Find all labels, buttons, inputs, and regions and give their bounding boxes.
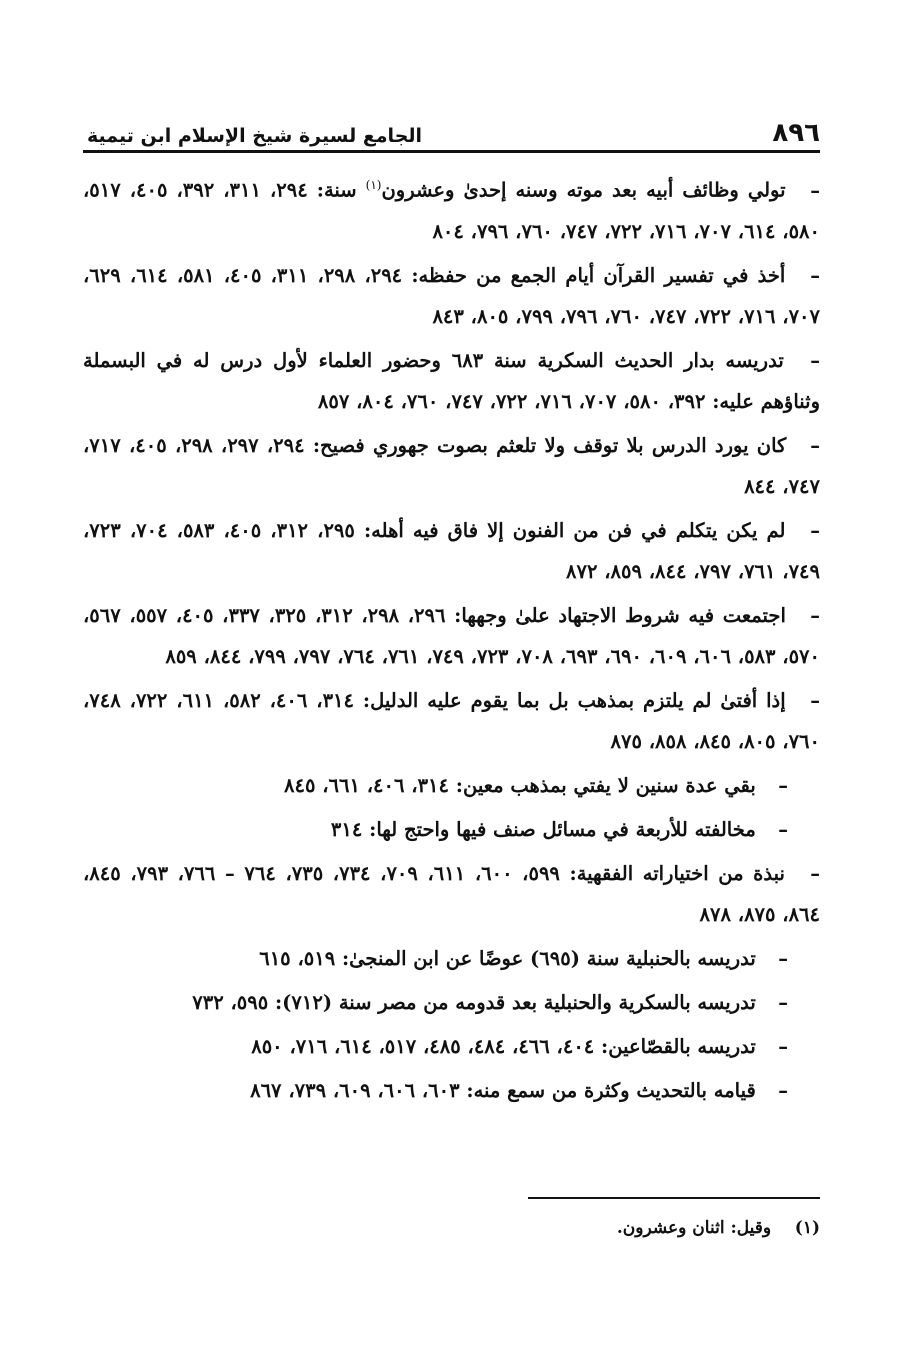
- entry-dash: –: [810, 603, 820, 627]
- entry-page-references: ٢٩٤، ٢٩٧، ٢٩٨، ٤٠٥، ٧١٧، ٧٤٧، ٨٤٤: [83, 433, 820, 498]
- running-title: الجامع لسيرة شيخ الإسلام ابن تيمية: [87, 125, 423, 147]
- entry-text: مخالفته للأربعة في مسائل صنف فيها واحتج لها:: [362, 817, 756, 841]
- entry-text: اجتمعت فيه شروط الاجتهاد علىٰ وجهها:: [445, 603, 786, 627]
- page-number: ٨٩٦: [772, 118, 820, 148]
- entry-page-references: ٥٩٩، ٦٠٠، ٦١١، ٧٠٩، ٧٣٤، ٧٣٥، ٧٦٤ – ٧٦٦، ٧٩٣، ٨٤٥، ٨٦٤، ٨٧٥، ٨٧٨: [83, 861, 820, 926]
- entry-text: تدريسه بدار الحديث السكرية سنة ٦٨٣ وحضور العلماء لأول درس له في البسملة وثناؤهم عليه:: [83, 348, 820, 413]
- entry-dash: –: [810, 263, 820, 287]
- entry-dash: –: [778, 946, 788, 970]
- footnote-separator: [528, 1197, 820, 1199]
- footnote: [617, 1218, 820, 1238]
- entry-page-references: ٦٠٣، ٦٠٦، ٦٠٩، ٧٣٩، ٨٦٧: [250, 1078, 460, 1102]
- entry-dash: –: [778, 773, 788, 797]
- running-header: [83, 112, 820, 153]
- index-entry: [83, 680, 820, 762]
- entry-text: أخذ في تفسير القرآن أيام الجمع من حفظه:: [402, 263, 786, 287]
- index-entry: [83, 765, 820, 806]
- index-entry: [83, 165, 820, 252]
- footnote-marker: (١): [794, 1218, 820, 1238]
- entry-page-references: ٥٩٥، ٧٣٢: [192, 990, 269, 1014]
- index-entry: [83, 340, 820, 422]
- entry-page-references: ٤٠٤، ٤٦٦، ٤٨٤، ٤٨٥، ٥١٧، ٦١٤، ٧١٦، ٨٥٠: [251, 1034, 595, 1058]
- entry-page-references: ٢٩٤، ٣١١، ٣٩٢، ٤٠٥، ٥١٧، ٥٨٠، ٦١٤، ٧٠٧، ٧١٦، ٧٢٢، ٧٤٧، ٧٦٠، ٧٩٦، ٨٠٤: [83, 178, 820, 243]
- index-entry: [83, 938, 820, 979]
- entry-text: تدريسه بالقصّاعين:: [594, 1034, 756, 1058]
- footnote-reference: (١): [365, 178, 382, 192]
- entry-dash: –: [810, 178, 820, 202]
- index-entry: [83, 595, 820, 677]
- footnote-text: وقيل: اثنان وعشرون.: [616, 1218, 772, 1238]
- entry-text: قيامه بالتحديث وكثرة من سمع منه:: [459, 1078, 756, 1102]
- entry-text: نبذة من اختياراته الفقهية:: [559, 861, 785, 885]
- index-entry: [83, 255, 820, 337]
- entry-dash: –: [778, 1034, 788, 1058]
- page-body: [83, 112, 821, 1238]
- entry-text: إذا أفتىٰ لم يلتزم بمذهب بل بما يقوم عليه الدليل:: [354, 688, 786, 712]
- entry-dash: –: [778, 1078, 788, 1102]
- entry-text: لم يكن يتكلم في فن من الفنون إلا فاق فيه أهله:: [354, 518, 786, 542]
- entry-text: كان يورد الدرس بلا توقف ولا تلعثم بصوت جهوري فصيح:: [304, 433, 787, 457]
- entry-dash: –: [810, 518, 820, 542]
- entry-page-references: ٣١٤، ٤٠٦، ٦٦١، ٨٤٥: [284, 773, 449, 797]
- index-entry: [83, 425, 820, 507]
- entry-dash: –: [778, 990, 788, 1014]
- entry-text: تولي وظائف أبيه بعد موته وسنه إحدىٰ وعشرون: [381, 178, 786, 202]
- entry-page-references: ٣١٤: [330, 817, 363, 841]
- index-entry: [83, 1070, 820, 1111]
- index-entry: [83, 982, 820, 1023]
- entry-text: بقي عدة سنين لا يفتي بمذهب معين:: [448, 773, 756, 797]
- entry-dash: –: [778, 817, 788, 841]
- entry-dash: –: [810, 433, 820, 457]
- index-entry: [83, 1026, 820, 1067]
- index-entry: [83, 853, 820, 935]
- entry-page-references: ٣١٤، ٤٠٦، ٥٨٢، ٦١١، ٧٢٢، ٧٤٨، ٧٦٠، ٨٠٥، ٨٤٥، ٨٥٨، ٨٧٥: [83, 688, 820, 753]
- entry-page-references: ٢٩٤، ٢٩٨، ٣١١، ٤٠٥، ٥٨١، ٦١٤، ٦٢٩، ٧٠٧، ٧١٦، ٧٢٢، ٧٤٧، ٧٦٠، ٧٩٦، ٧٩٩، ٨٠٥، ٨٤٣: [83, 263, 820, 328]
- entry-page-references: ٢٩٥، ٣١٢، ٤٠٥، ٥٨٣، ٧٠٤، ٧٢٣، ٧٤٩، ٧٦١، ٧٩٧، ٨٤٤، ٨٥٩، ٨٧٢: [83, 518, 820, 583]
- entry-text: تدريسه بالسكرية والحنبلية بعد قدومه من مصر سنة (٧١٢):: [268, 990, 756, 1014]
- entry-page-references: ٥١٩، ٦١٥: [259, 946, 336, 970]
- entry-page-references: ٣٩٢، ٥٨٠، ٧٠٧، ٧١٦، ٧٢٢، ٧٤٧، ٧٦٠، ٨٠٤، ٨٥٧: [317, 389, 706, 413]
- entry-dash: –: [810, 688, 821, 712]
- entry-text: تدريسه بالحنبلية سنة (٦٩٥) عوضًا عن ابن المنجىٰ:: [335, 946, 756, 970]
- entry-dash: –: [810, 348, 821, 372]
- index-entry: [83, 510, 820, 592]
- entry-dash: –: [810, 861, 820, 885]
- index-entry: [83, 809, 820, 850]
- index-entries: [83, 165, 820, 1111]
- entry-text-continued: سنة:: [307, 178, 366, 202]
- entry-page-references: ٢٩٦، ٢٩٨، ٣١٢، ٣٢٥، ٣٣٧، ٤٠٥، ٥٥٧، ٥٦٧، ٥٧٠، ٥٨٣، ٦٠٦، ٦٠٩، ٦٩٠، ٦٩٣، ٧٠٨، ٧٢٣، ٧٤٩، ٧٦١، ٧٦٤، ٧٩٧، ٧٩٩، ٨٤٤، ٨٥٩: [83, 603, 820, 668]
